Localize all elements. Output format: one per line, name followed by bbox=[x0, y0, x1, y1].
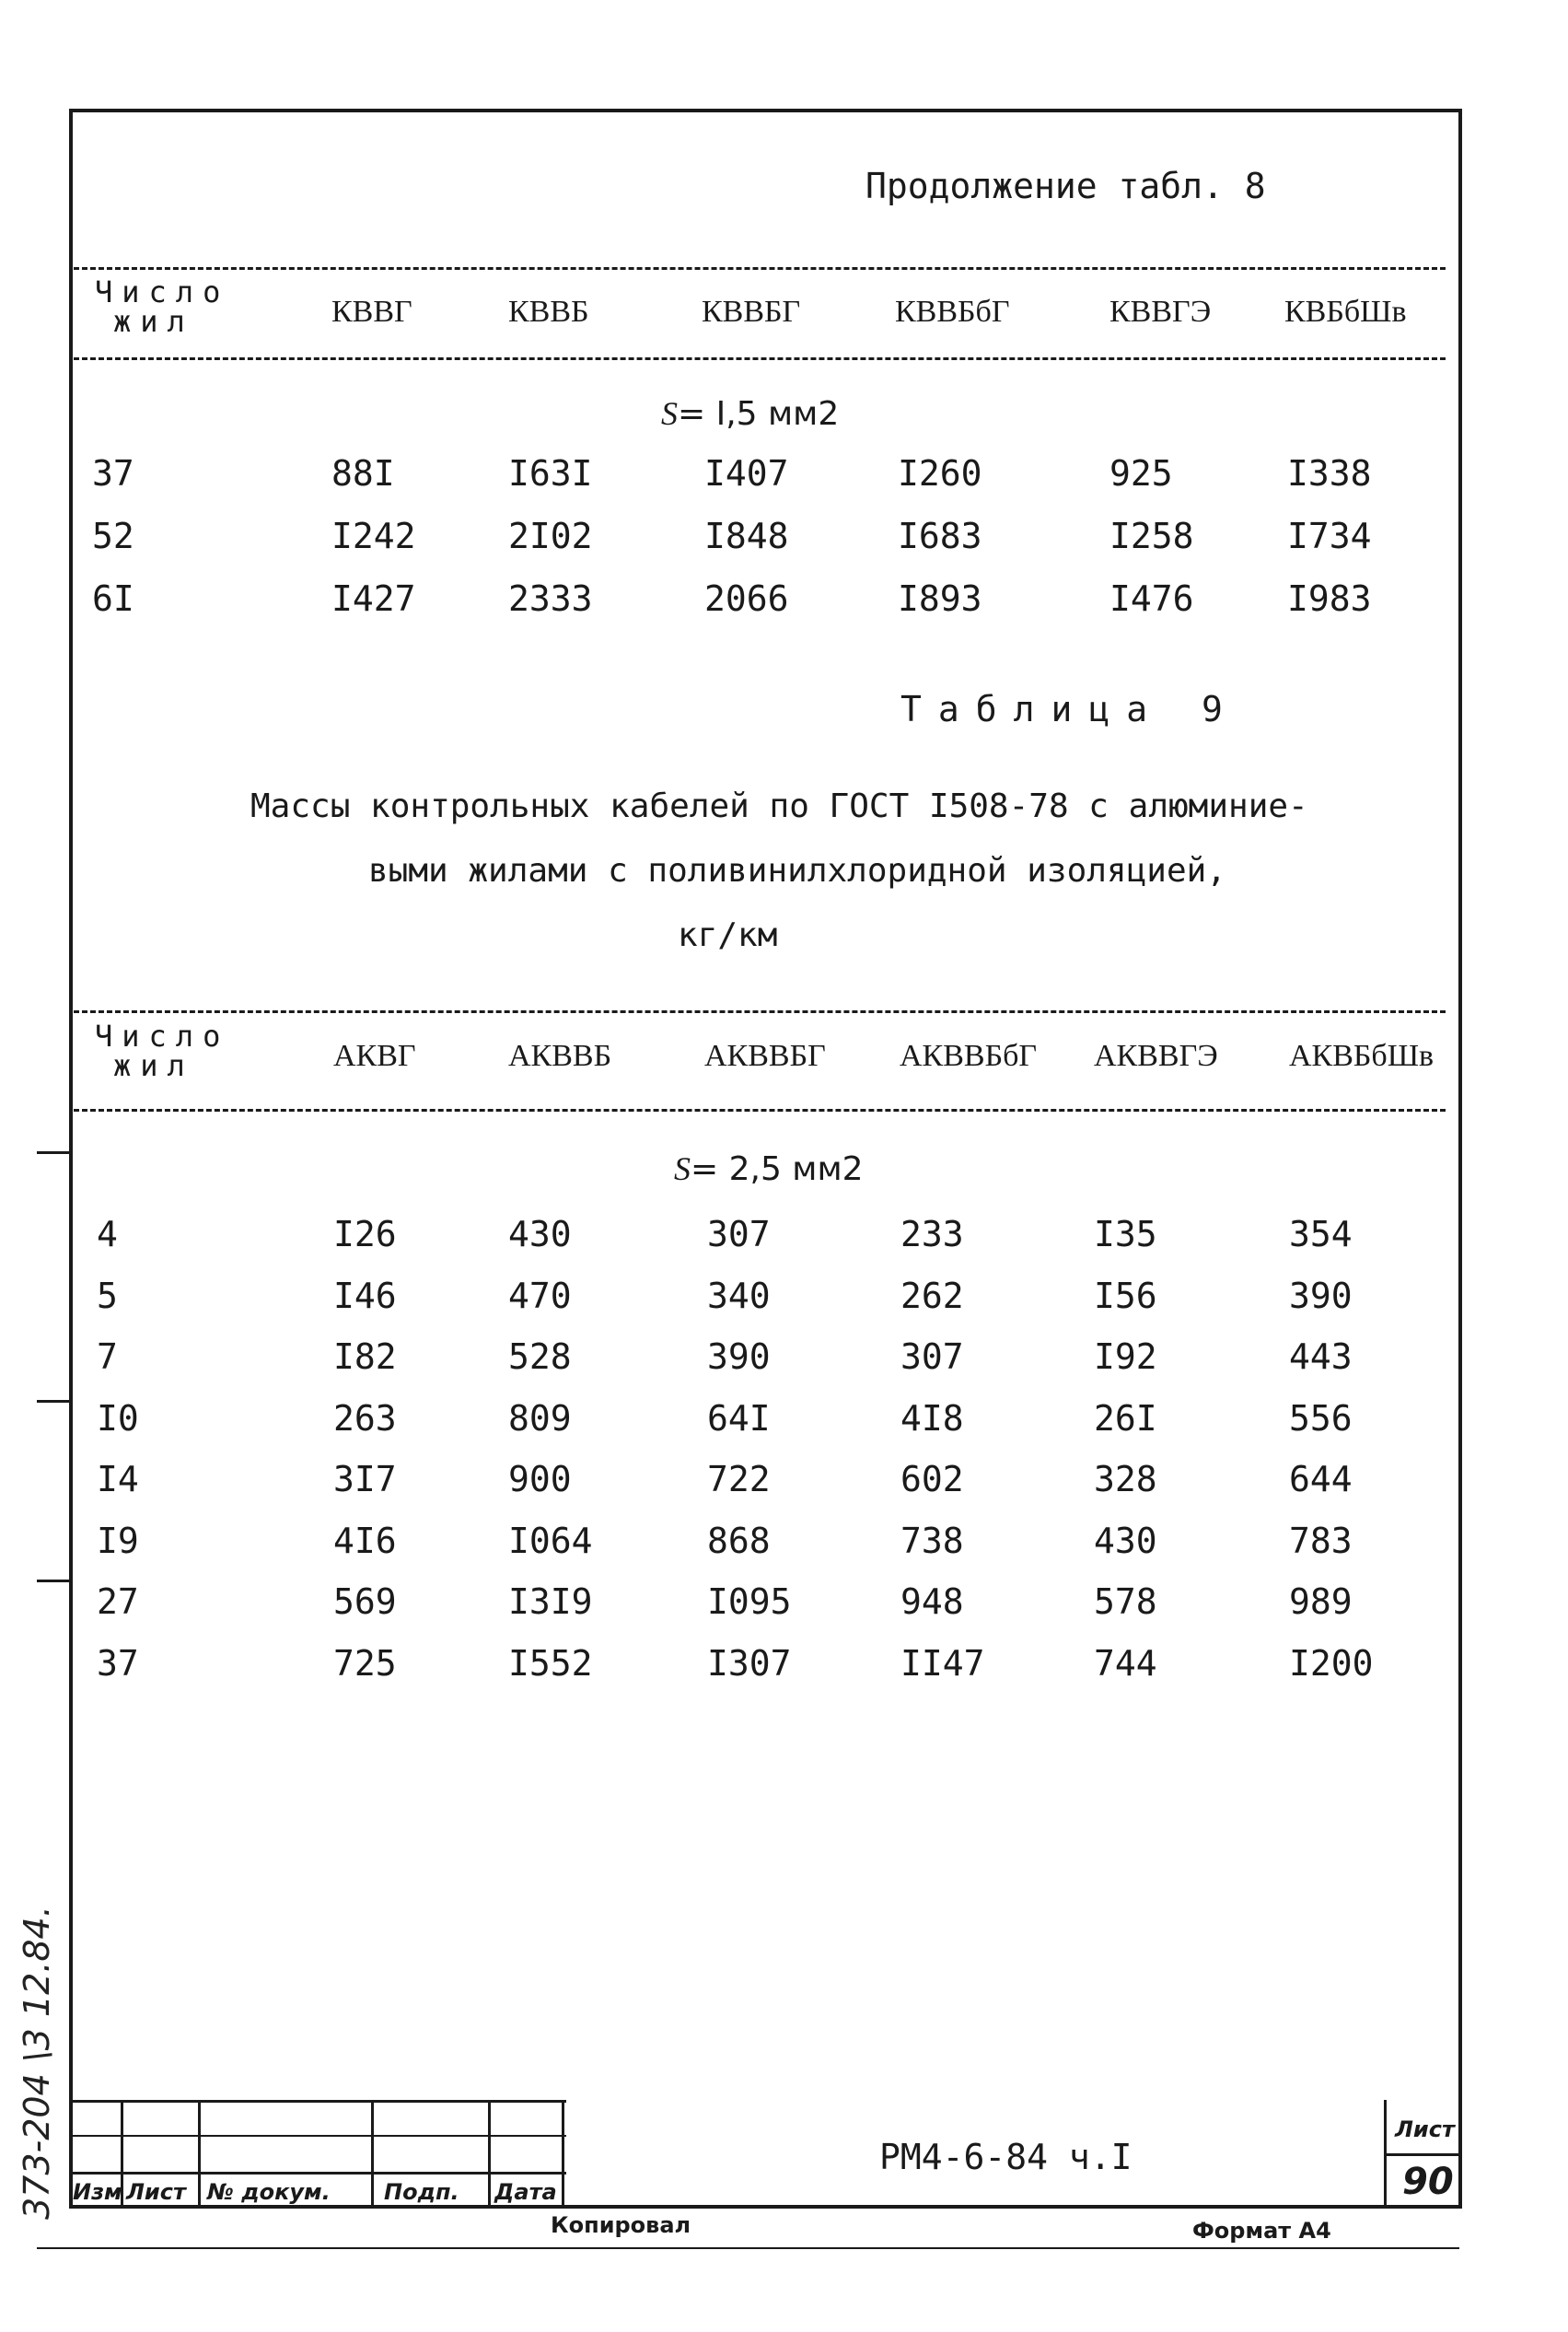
col-header: АКВБбШв bbox=[1289, 1039, 1434, 1073]
row-wire-count: 6I bbox=[92, 578, 134, 619]
table9-units: кг/км bbox=[678, 916, 778, 954]
table-cell: I258 bbox=[1109, 516, 1194, 556]
table-cell: 3I7 bbox=[333, 1459, 397, 1499]
bottom-rule bbox=[37, 2247, 1459, 2249]
table-cell: 989 bbox=[1289, 1581, 1353, 1622]
table-cell: I63I bbox=[508, 453, 593, 494]
table-cell: I734 bbox=[1287, 516, 1372, 556]
table-cell: I095 bbox=[707, 1581, 792, 1622]
table9-caption-line2: выми жилами с поливинилхлоридной изоляцией, bbox=[368, 852, 1226, 890]
col-header: КВВГЭ bbox=[1109, 295, 1212, 329]
table-cell: II47 bbox=[900, 1642, 985, 1684]
continuation-title: Продолжение табл. 8 bbox=[865, 166, 1266, 206]
table-cell: I200 bbox=[1289, 1642, 1374, 1684]
table-cell: 2333 bbox=[508, 578, 593, 619]
table-cell: I848 bbox=[704, 516, 789, 556]
stamp-izm: Изм bbox=[73, 2179, 122, 2205]
col-header: АКВВГЭ bbox=[1094, 1039, 1218, 1073]
stub-header-line1: Число bbox=[95, 1019, 230, 1054]
stamp-doc: № докум. bbox=[207, 2179, 331, 2205]
table-cell: 602 bbox=[900, 1459, 964, 1499]
col-header: АКВГ bbox=[333, 1039, 416, 1073]
table-cell: 868 bbox=[707, 1520, 771, 1561]
row-wire-count: I0 bbox=[97, 1397, 139, 1439]
cross-section-label: S= 2,5 мм2 bbox=[674, 1150, 864, 1188]
col-header: АКВВБ bbox=[508, 1039, 612, 1073]
table-cell: 390 bbox=[707, 1336, 771, 1377]
margin-tick bbox=[37, 1151, 69, 1154]
header-rule-bottom bbox=[74, 1109, 1446, 1112]
table-cell: 430 bbox=[508, 1214, 572, 1254]
stamp-date: Дата bbox=[494, 2179, 557, 2205]
col-header: КВБбШв bbox=[1284, 295, 1407, 329]
table-cell: 783 bbox=[1289, 1520, 1353, 1561]
table-cell: 2I02 bbox=[508, 516, 593, 556]
table-cell: 948 bbox=[900, 1581, 964, 1622]
stub-header-line2: жил bbox=[113, 1048, 194, 1083]
table-cell: I307 bbox=[707, 1642, 792, 1684]
table9-label: Таблица 9 bbox=[900, 689, 1239, 729]
cross-section-label: S= I,5 мм2 bbox=[661, 395, 840, 433]
header-rule-top bbox=[74, 267, 1446, 270]
table-cell: I82 bbox=[333, 1336, 397, 1377]
table-cell: 809 bbox=[508, 1397, 572, 1439]
table-cell: 725 bbox=[333, 1642, 397, 1684]
header-rule-top bbox=[74, 1010, 1446, 1013]
table-cell: 263 bbox=[333, 1397, 397, 1439]
table-cell: I26 bbox=[333, 1214, 397, 1254]
table-cell: 4I6 bbox=[333, 1520, 397, 1561]
table-cell: 569 bbox=[333, 1581, 397, 1622]
row-wire-count: 37 bbox=[97, 1642, 139, 1684]
table-cell: 528 bbox=[508, 1336, 572, 1377]
row-wire-count: 27 bbox=[97, 1581, 139, 1622]
col-header: КВВБ bbox=[508, 295, 589, 329]
table-cell: 4I8 bbox=[900, 1397, 964, 1439]
sheet-label: Лист bbox=[1395, 2116, 1455, 2142]
table-cell: 340 bbox=[707, 1275, 771, 1316]
margin-tick bbox=[37, 1580, 69, 1582]
table9-caption-line1: Массы контрольных кабелей по ГОСТ I508-78 с алюминие- bbox=[250, 787, 1308, 825]
header-rule-bottom bbox=[74, 357, 1446, 360]
table-cell: I56 bbox=[1094, 1275, 1157, 1316]
table-cell: I35 bbox=[1094, 1214, 1157, 1254]
row-wire-count: 7 bbox=[97, 1336, 118, 1377]
table-cell: I242 bbox=[331, 516, 416, 556]
table-cell: 307 bbox=[900, 1336, 964, 1377]
table-cell: 578 bbox=[1094, 1581, 1157, 1622]
table-cell: 328 bbox=[1094, 1459, 1157, 1499]
table-cell: 390 bbox=[1289, 1275, 1353, 1316]
table-cell: 88I bbox=[331, 453, 395, 494]
row-wire-count: 52 bbox=[92, 516, 134, 556]
stub-header-line1: Число bbox=[95, 274, 230, 309]
table-cell: I983 bbox=[1287, 578, 1372, 619]
table-cell: 2066 bbox=[704, 578, 789, 619]
col-header: АКВВБГ bbox=[704, 1039, 826, 1073]
table-cell: I683 bbox=[898, 516, 982, 556]
table-cell: 26I bbox=[1094, 1397, 1157, 1439]
row-wire-count: 5 bbox=[97, 1275, 118, 1316]
table-cell: 925 bbox=[1109, 453, 1173, 494]
col-header: КВВБГ bbox=[702, 295, 801, 329]
table-cell: 233 bbox=[900, 1214, 964, 1254]
table-cell: 307 bbox=[707, 1214, 771, 1254]
table-cell: I064 bbox=[508, 1520, 593, 1561]
stamp-list: Лист bbox=[126, 2179, 186, 2205]
margin-tick bbox=[37, 1400, 69, 1403]
table-cell: I407 bbox=[704, 453, 789, 494]
table-cell: I260 bbox=[898, 453, 982, 494]
table-cell: 262 bbox=[900, 1275, 964, 1316]
table-cell: I427 bbox=[331, 578, 416, 619]
table-cell: 470 bbox=[508, 1275, 572, 1316]
table-cell: 738 bbox=[900, 1520, 964, 1561]
table-cell: 744 bbox=[1094, 1642, 1157, 1684]
row-wire-count: I4 bbox=[97, 1459, 139, 1499]
table-cell: 722 bbox=[707, 1459, 771, 1499]
table-cell: I338 bbox=[1287, 453, 1372, 494]
col-header: КВВБбГ bbox=[895, 295, 1010, 329]
copied-label: Копировал bbox=[551, 2212, 691, 2238]
table-cell: 430 bbox=[1094, 1520, 1157, 1561]
table-cell: 64I bbox=[707, 1397, 771, 1439]
format-label: Формат А4 bbox=[1192, 2218, 1331, 2244]
table-cell: 644 bbox=[1289, 1459, 1353, 1499]
row-wire-count: 37 bbox=[92, 453, 134, 494]
document-code: РМ4-6-84 ч.I bbox=[879, 2137, 1132, 2177]
table-cell: I92 bbox=[1094, 1336, 1157, 1377]
col-header: АКВВБбГ bbox=[900, 1039, 1038, 1073]
stub-header-line2: жил bbox=[113, 304, 194, 339]
table-cell: 443 bbox=[1289, 1336, 1353, 1377]
stamp-sign: Подп. bbox=[384, 2179, 459, 2205]
sheet-number: 90 bbox=[1402, 2161, 1454, 2203]
table-cell: I552 bbox=[508, 1642, 593, 1684]
table-cell: 900 bbox=[508, 1459, 572, 1499]
table-cell: I46 bbox=[333, 1275, 397, 1316]
table-cell: I893 bbox=[898, 578, 982, 619]
table-cell: I3I9 bbox=[508, 1581, 593, 1622]
title-block bbox=[69, 2100, 1462, 2209]
table-cell: 354 bbox=[1289, 1214, 1353, 1254]
col-header: КВВГ bbox=[331, 295, 412, 329]
inventory-note: 373-204 \3 12.84. bbox=[17, 1906, 57, 2220]
table-cell: I476 bbox=[1109, 578, 1194, 619]
row-wire-count: 4 bbox=[97, 1214, 118, 1254]
row-wire-count: I9 bbox=[97, 1520, 139, 1561]
table-cell: 556 bbox=[1289, 1397, 1353, 1439]
